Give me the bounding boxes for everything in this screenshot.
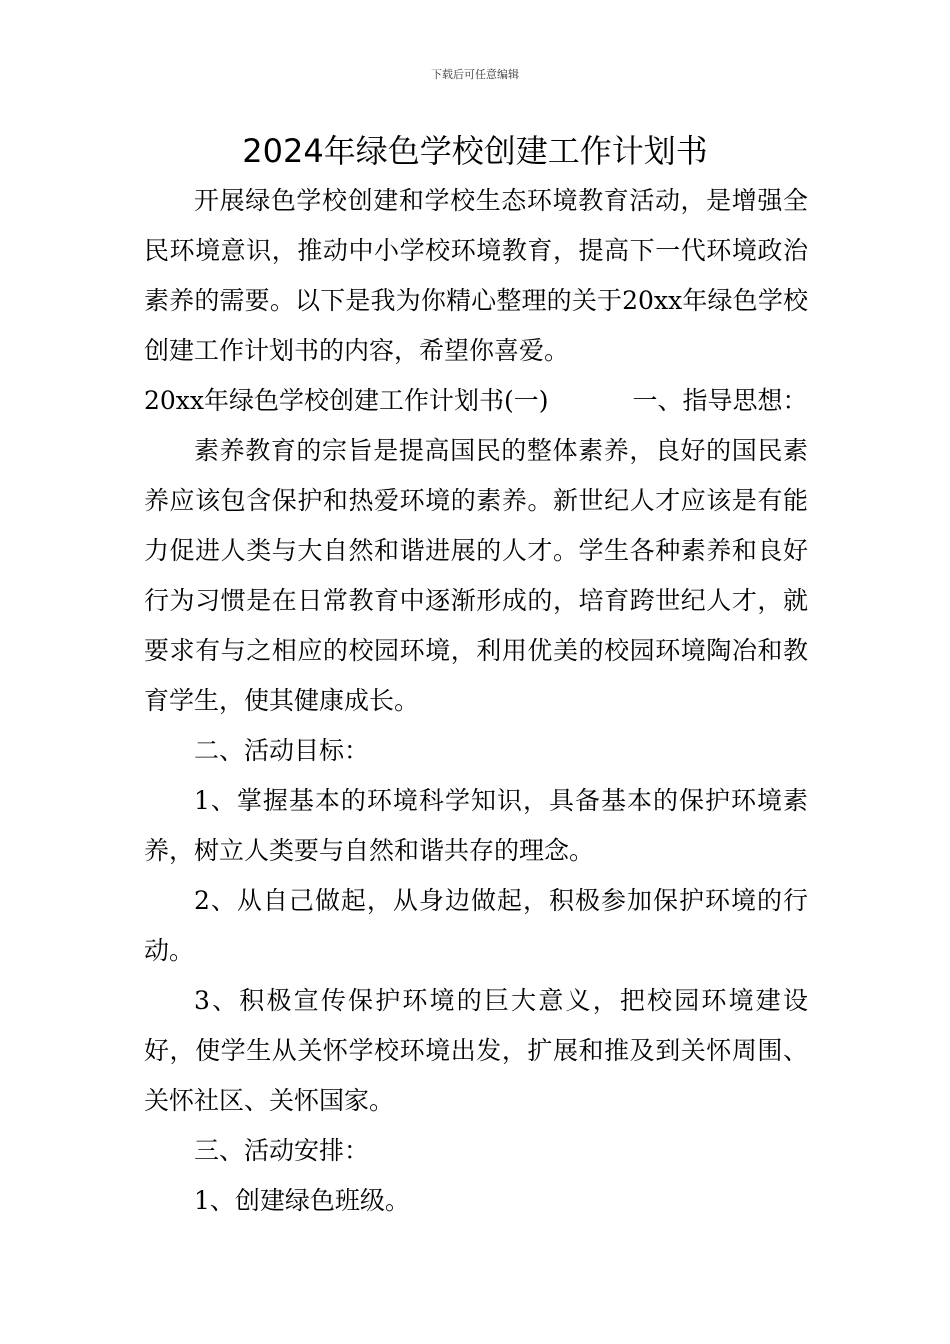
page-header-note: 下载后可任意编辑 bbox=[431, 68, 519, 81]
section1-paragraph: 素养教育的宗旨是提高国民的整体素养，良好的国民素养应该包含保护和热爱环境的素养。新世纪人才应该是有能力促进人类与大自然和谐进展的人才。学生各种素养和良好行为习惯是在日常教育中逐渐形成的，培育跨世纪人才，就要求有与之相应的校园环境，利用优美的校园环境陶冶和教育学生，使其健康成长。 bbox=[144, 436, 808, 715]
goal-item: 1、掌握基本的环境科学知识，具备基本的保护环境素养，树立人类要与自然和谐共存的理念。 bbox=[144, 786, 808, 865]
section2-heading: 二、活动目标： bbox=[194, 736, 370, 765]
section3-heading: 三、活动安排： bbox=[194, 1136, 370, 1165]
document-title: 2024年绿色学校创建工作计划书 bbox=[242, 132, 708, 170]
subtitle-line bbox=[144, 376, 808, 426]
intro-paragraph: 开展绿色学校创建和学校生态环境教育活动，是增强全民环境意识，推动中小学校环境教育，提高下一代环境政治素养的需要。以下是我为你精心整理的关于20xx年绿色学校创建工作计划书的内容，希望你喜爱。 bbox=[144, 186, 808, 365]
goal-item: 2、从自己做起，从身边做起，积极参加保护环境的行动。 bbox=[144, 886, 808, 965]
section1-heading: 一、指导思想： bbox=[632, 386, 808, 415]
goal-item: 3、积极宣传保护环境的巨大意义，把校园环境建设好，使学生从关怀学校环境出发，扩展和推及到关怀周围、关怀社区、关怀国家。 bbox=[144, 986, 808, 1115]
document-body bbox=[144, 176, 808, 1226]
arrangement-item: 1、创建绿色班级。 bbox=[194, 1186, 410, 1215]
subtitle: 20xx年绿色学校创建工作计划书(一) bbox=[144, 386, 549, 415]
